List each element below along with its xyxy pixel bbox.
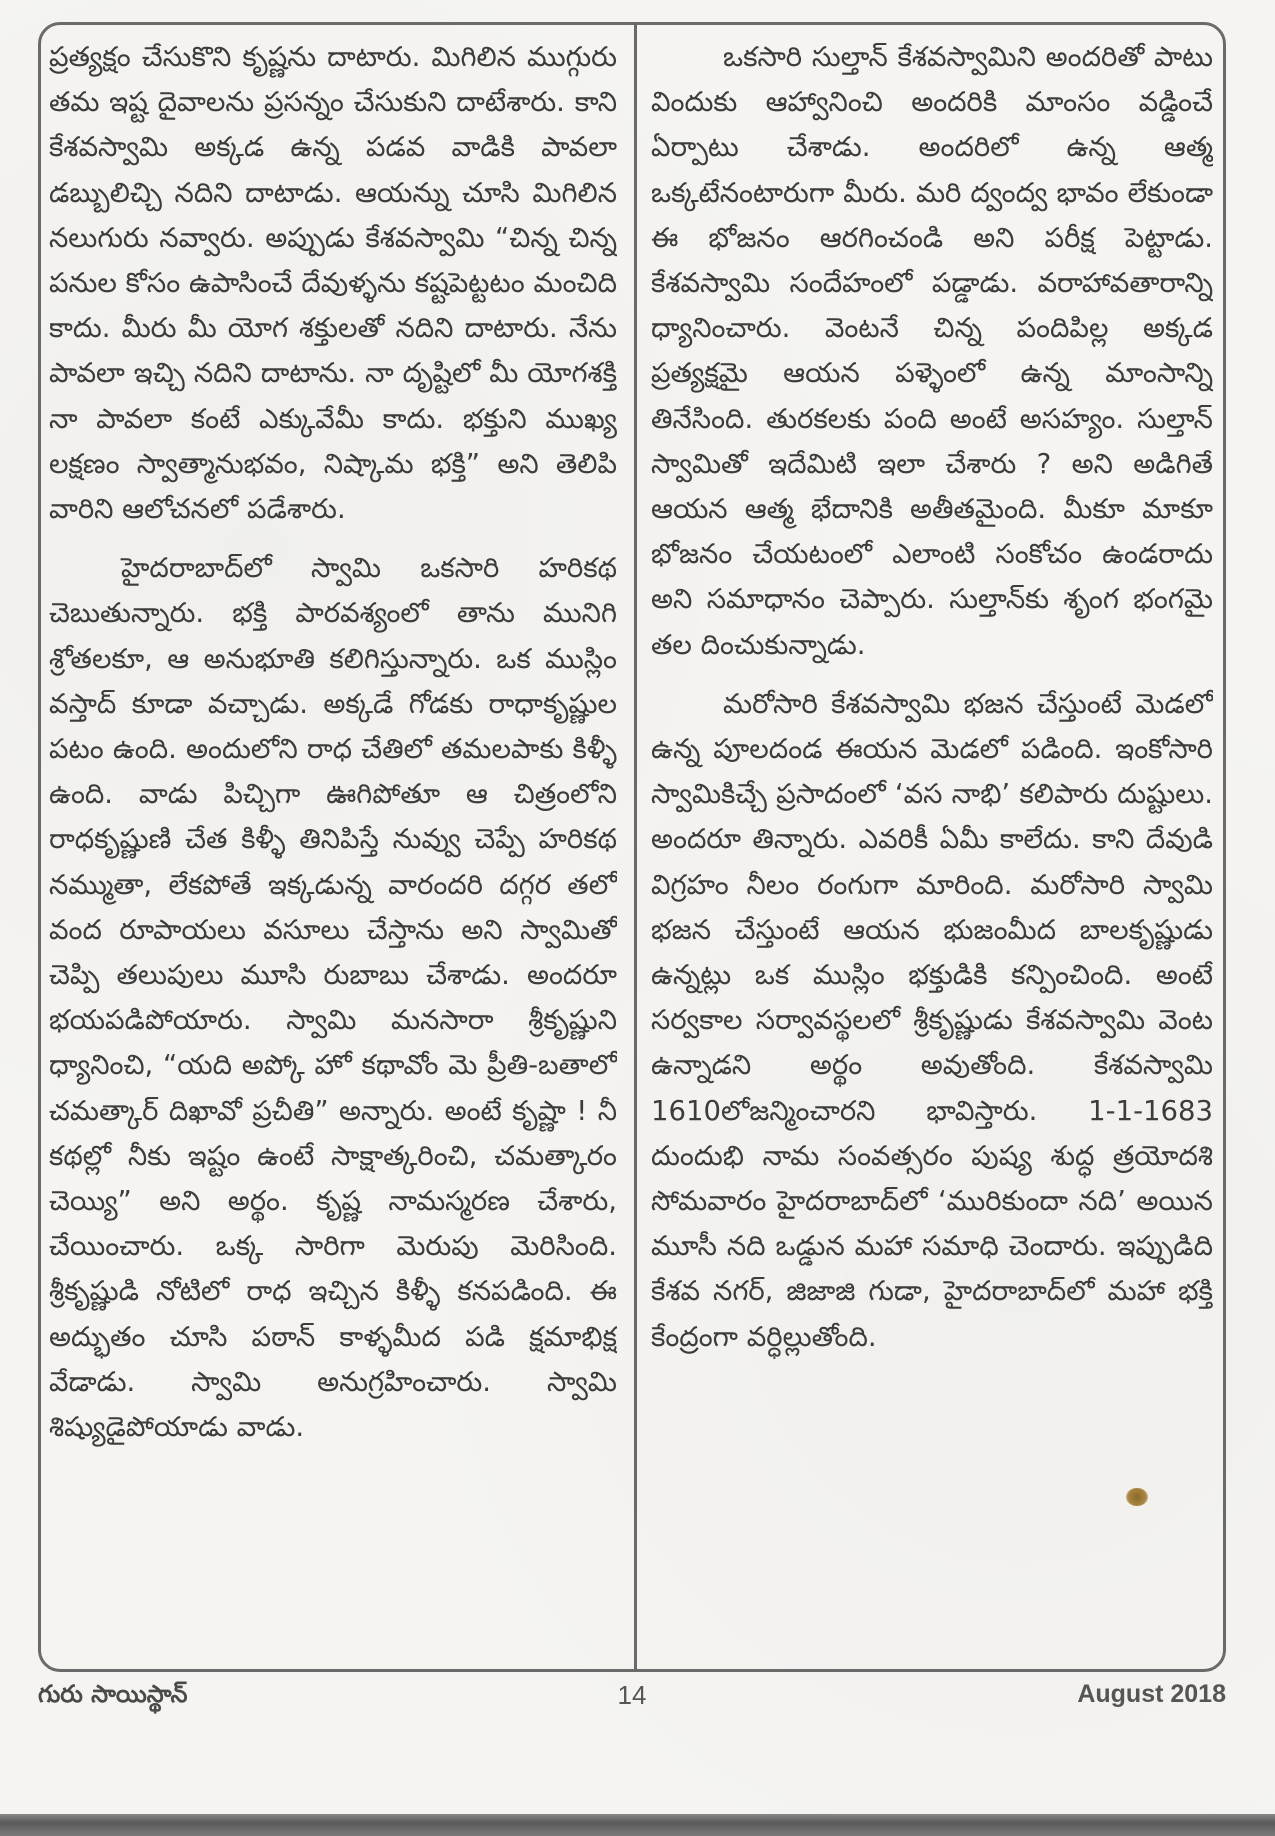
paragraph: హైదరాబాద్‌లో స్వామి ఒకసారి హరికథ చెబుతున్నారు. భక్తి పారవశ్యంలో తాను మునిగి శ్రోతలకూ, ఆ అనుభూతి కలిగిస్తున్నారు. ఒక ముస్లిం వస్తాద్ కూడా వచ్చాడు. అక్కడే గోడకు రాధాకృష్ణుల పటం ఉంది. అందులోని రాధ చేతిలో తమలపాకు కిళ్ళీ ఉంది. వాడు పిచ్చిగా ఊగిపోతూ ఆ చిత్రంలోని రాధకృష్ణుణి చేత కిళ్ళీ తినిపిస్తే నువ్వు చెప్పే హరికథ నమ్ముతా, లేకపోతే ఇక్కడున్న వారందరి దగ్గర తలో వంద రూపాయలు వసూలు చేస్తాను అని స్వామితో చెప్పి తలుపులు మూసి రుబాబు చేశాడు. అందరూ భయపడిపోయారు. స్వామి మనసారా శ్రీకృష్ణుని ధ్యానించి, “యది అప్కో హో కథావోం మె ప్రీతి-బతాలో చమత్కార్ దిఖావో ప్రచీతి” అన్నారు. అంటే కృష్ణా ! నీ కథల్లో నీకు ఇష్టం ఉంటే సాక్షాత్కరించి, చమత్కారం చెయ్యి” అని అర్థం. కృష్ణ నామస్మరణ చేశారు, చేయించారు. ఒక్క సారిగా మెరుపు మెరిసింది. శ్రీకృష్ణుడి నోటిలో రాధ ఇచ్చిన కిళ్ళీ కనపడింది. ఈ అద్భుతం చూసి పఠాన్ కాళ్ళమీద పడి క్షమాభిక్ష వేడాడు. స్వామి అనుగ్రహించారు. స్వామి శిష్యుడైపోయాడు వాడు. xyxy=(49,552,617,1444)
paragraph: ఒకసారి సుల్తాన్ కేశవస్వామిని అందరితో పాటు విందుకు ఆహ్వానించి అందరికి మాంసం వడ్డించే ఏర్పాటు చేశాడు. అందరిలో ఉన్న ఆత్మ ఒక్కటేనంటారుగా మీరు. మరి ద్వంద్వ భావం లేకుండా ఈ భోజనం ఆరగించండి అని పరీక్ష పెట్టాడు. కేశవస్వామి సందేహంలో పడ్డాడు. వరాహావతారాన్ని ధ్యానించారు. వెంటనే చిన్న పందిపిల్ల అక్కడ ప్రత్యక్షమై ఆయన పళ్ళెంలో ఉన్న మాంసాన్ని తినేసింది. తురకలకు పంది అంటే అసహ్యం. సుల్తాన్ స్వామితో ఇదేమిటి ఇలా చేశారు ? అని అడిగితే ఆయన ఆత్మ భేదానికి అతీతమైంది. మీకూ మాకూ భోజనం చేయటంలో ఎలాంటి సంకోచం ఉండరాదు అని సమాధానం చెప్పారు. సుల్తాన్‌కు శృంగ భంగమై తల దించుకున్నాడు. xyxy=(651,41,1213,661)
page-footer xyxy=(38,1680,1226,1720)
paragraph: ప్రత్యక్షం చేసుకొని కృష్ణను దాటారు. మిగిలిన ముగ్గురు తమ ఇష్ట దైవాలను ప్రసన్నం చేసుకుని దాటేశారు. కాని కేశవస్వామి అక్కడ ఉన్న పడవ వాడికి పావలా డబ్బులిచ్చి నదిని దాటాడు. ఆయన్ను చూసి మిగిలిన నలుగురు నవ్వారు. అప్పుడు కేశవస్వామి “చిన్న చిన్న పనుల కోసం ఉపాసించే దేవుళ్ళను కష్టపెట్టటం మంచిది కాదు. మీరు మీ యోగ శక్తులతో నదిని దాటారు. నేను పావలా ఇచ్చి నదిని దాటాను. నా దృష్టిలో మీ యోగశక్తి నా పావలా కంటే ఎక్కువేమీ కాదు. భక్తుని ముఖ్య లక్షణం స్వాత్మానుభవం, నిష్కామ భక్తి” అని తెలిపి వారిని ఆలోచనలో పడేశారు. xyxy=(49,41,617,526)
scan-edge-band xyxy=(0,1814,1275,1836)
column-divider xyxy=(634,25,637,1669)
magazine-title: గురు సాయిస్థాన్ xyxy=(38,1680,188,1708)
right-column xyxy=(651,35,1213,1655)
page-number: 14 xyxy=(617,1680,647,1710)
issue-date: August 2018 xyxy=(1077,1680,1226,1708)
left-column xyxy=(49,35,617,1655)
article-frame xyxy=(38,22,1226,1672)
paper-stain xyxy=(1126,1488,1148,1506)
paragraph: మరోసారి కేశవస్వామి భజన చేస్తుంటే మెడలో ఉన్న పూలదండ ఈయన మెడలో పడింది. ఇంకోసారి స్వామికిచ్చే ప్రసాదంలో ‘వస నాభి’ కలిపారు దుష్టులు. అందరూ తిన్నారు. ఎవరికీ ఏమీ కాలేదు. కాని దేవుడి విగ్రహం నీలం రంగుగా మారింది. మరోసారి స్వామి భజన చేస్తుంటే ఆయన భుజంమీద బాలకృష్ణుడు ఉన్నట్లు ఒక ముస్లిం భక్తుడికి కన్పించింది. అంటే సర్వకాల సర్వావస్థలలో శ్రీకృష్ణుడు కేశవస్వామి వెంట ఉన్నాడని అర్థం అవుతోంది. కేశవస్వామి 1610లోజన్మించారని భావిస్తారు. 1-1-1683 దుందుభి నామ సంవత్సరం పుష్య శుద్ధ త్రయోదశి సోమవారం హైదరాబాద్‌లో ‘మురికుందా నది’ అయిన మూసీ నది ఒడ్డున మహా సమాధి చెందారు. ఇప్పుడిది కేశవ నగర్, జిజాజి గుడా, హైదరాబాద్‌లో మహా భక్తి కేంద్రంగా వర్ధిల్లుతోంది. xyxy=(651,687,1213,1353)
